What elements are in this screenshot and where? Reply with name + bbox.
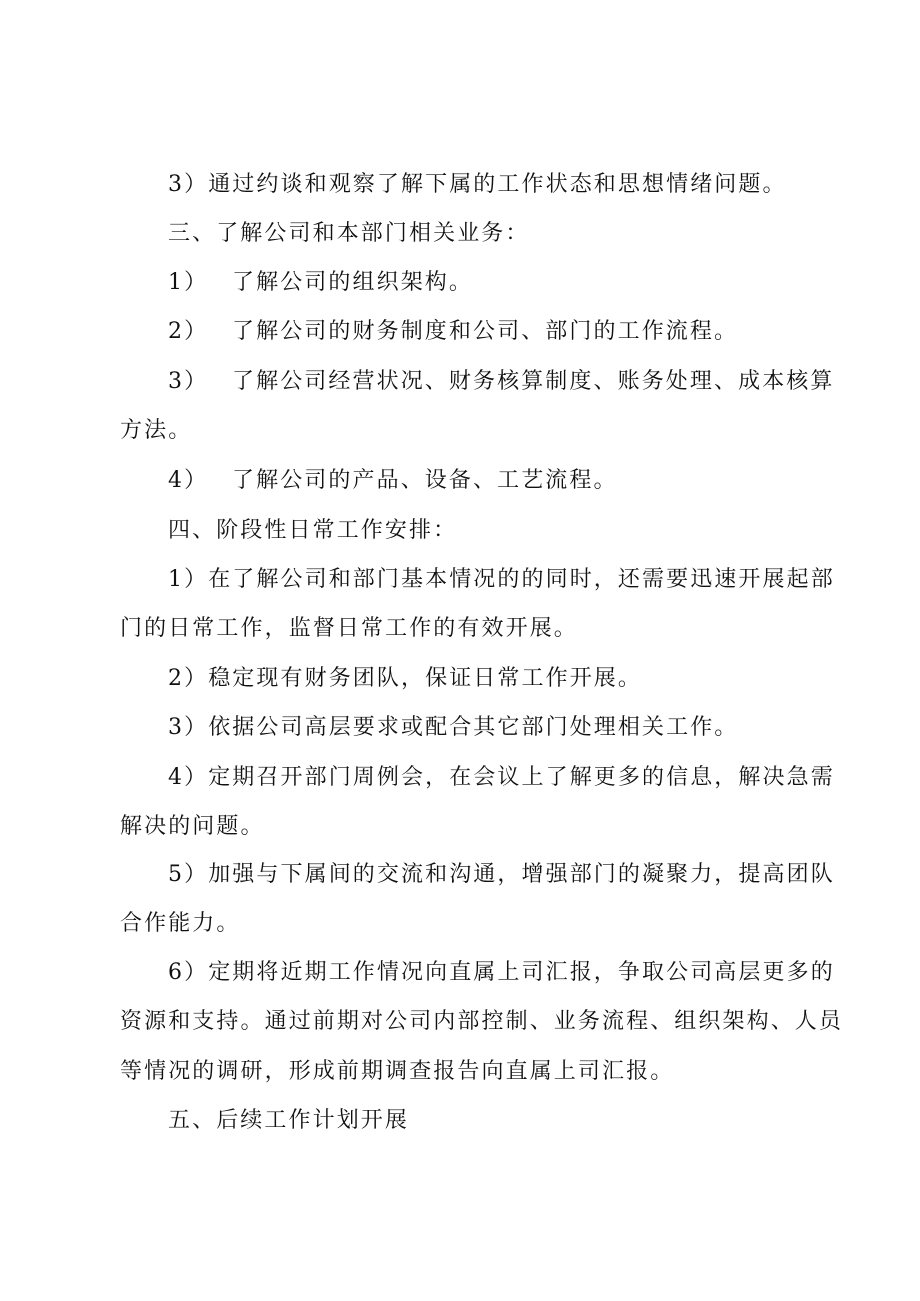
paragraph-line: 门的日常工作，监督日常工作的有效开展。 (120, 616, 578, 641)
paragraph-line: 合作能力。 (120, 911, 241, 936)
paragraph-line: 5）加强与下属间的交流和沟通，增强部门的凝聚力，提高团队 (168, 862, 835, 887)
paragraph-line: 资源和支持。通过前期对公司内部控制、业务流程、组织架构、人员 (120, 1009, 844, 1034)
paragraph-line: 4）定期召开部门周例会，在会议上了解更多的信息，解决急需 (168, 765, 835, 790)
paragraph-line: 3）依据公司高层要求或配合其它部门处理相关工作。 (168, 715, 739, 740)
list-text: 了解公司的产品、设备、工艺流程。 (232, 468, 618, 493)
list-item (168, 268, 473, 298)
section-heading-4: 四、阶段性日常工作安排： (168, 518, 458, 543)
section-heading-5: 五、后续工作计划开展 (168, 1108, 410, 1133)
paragraph-line: 解决的问题。 (120, 814, 265, 839)
list-text: 了解公司的组织架构。 (232, 270, 474, 295)
list-number: 1） (168, 270, 209, 295)
paragraph-line: 等情况的调研，形成前期调查报告向直属上司汇报。 (120, 1059, 675, 1084)
list-item (168, 367, 835, 397)
list-number: 2） (168, 319, 209, 344)
list-number: 4） (168, 468, 209, 493)
paragraph-line: 方法。 (120, 418, 193, 443)
paragraph-line: 1）在了解公司和部门基本情况的的同时，还需要迅速开展起部 (168, 567, 835, 592)
paragraph-line: 2）稳定现有财务团队，保证日常工作开展。 (168, 666, 642, 691)
list-text: 了解公司经营状况、财务核算制度、账务处理、成本核算 (232, 369, 835, 394)
paragraph-line: 6）定期将近期工作情况向直属上司汇报，争取公司高层更多的 (168, 960, 835, 985)
list-item (168, 317, 738, 347)
list-text: 了解公司的财务制度和公司、部门的工作流程。 (232, 319, 739, 344)
list-item (168, 466, 618, 496)
list-number: 3） (168, 369, 209, 394)
section-heading-3: 三、了解公司和本部门相关业务： (168, 221, 530, 246)
paragraph-line: 3）通过约谈和观察了解下属的工作状态和思想情绪问题。 (168, 172, 787, 197)
